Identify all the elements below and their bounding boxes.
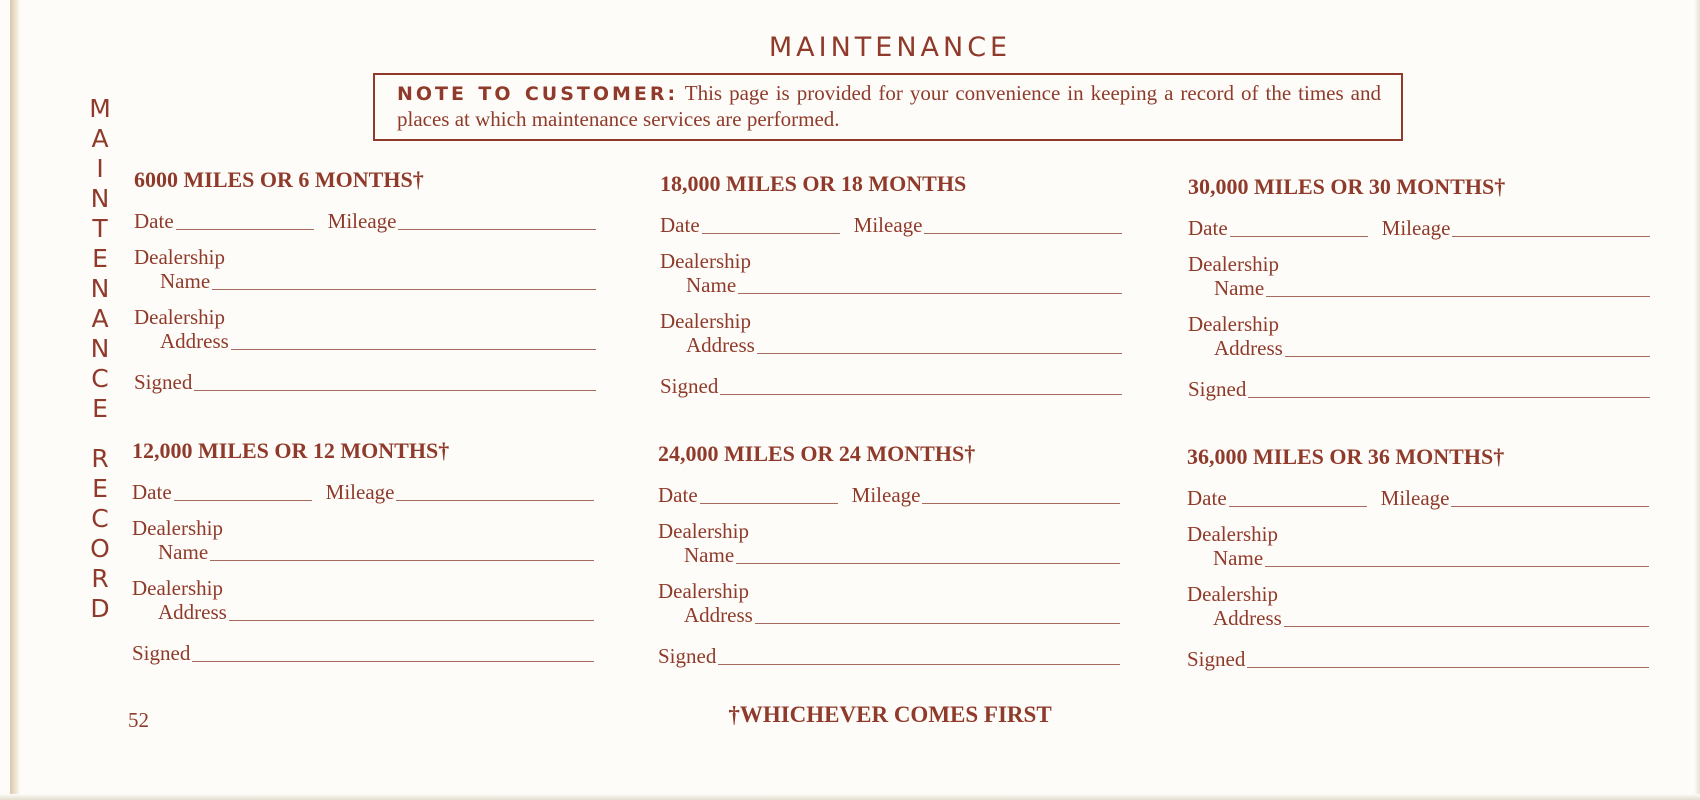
signed-label: Signed [660,374,719,398]
maintenance-section [660,171,1122,399]
dealership-address-field[interactable] [229,620,594,621]
date-mileage-row [1187,481,1649,511]
mileage-field[interactable] [1451,506,1649,507]
footnote: †WHICHEVER COMES FIRST [728,702,1052,727]
dealership-address-row [132,600,594,625]
dealership-label: Dealership [132,576,223,600]
maintenance-section [658,441,1120,669]
vertical-title-letter: E [92,244,108,273]
dealership-label: Dealership [1187,582,1278,606]
date-label: Date [1187,486,1227,510]
address-label: Address [158,600,227,624]
vertical-title-letter: N [90,184,110,213]
mileage-label: Mileage [853,213,923,237]
dealership-label: Dealership [134,245,225,269]
dealership-address-row [134,329,596,354]
date-field[interactable] [174,500,312,501]
vertical-title-letter: I [96,154,104,183]
date-label: Date [658,483,698,507]
dealership-address-block [658,580,1120,628]
section-title: 12,000 MILES OR 12 MONTHS† [132,438,450,463]
dealership-name-row [134,269,596,294]
vertical-title-letter: R [91,564,109,593]
section-title: 24,000 MILES OR 24 MONTHS† [658,441,976,466]
vertical-title-letter: N [90,274,110,303]
dealership-address-field[interactable] [231,349,596,350]
mileage-label: Mileage [851,483,921,507]
name-label: Name [160,269,211,293]
page-edge-bottom [0,794,1700,800]
dealership-address-block [660,310,1122,358]
signature-field[interactable] [1247,667,1649,668]
dealership-name-block [132,517,594,565]
signed-label: Signed [132,641,191,665]
note-lead: NOTE TO CUSTOMER: [397,83,679,105]
dealership-name-block [660,250,1122,298]
signature-field[interactable] [1248,397,1650,398]
dealership-address-block [1188,313,1650,361]
signed-label: Signed [134,370,193,394]
section-title: 36,000 MILES OR 36 MONTHS† [1187,444,1505,469]
dealership-label: Dealership [1187,522,1278,546]
signed-label: Signed [658,644,717,668]
dealership-name-row [132,540,594,565]
vertical-title-letter: T [92,214,108,243]
signature-field[interactable] [192,661,594,662]
date-mileage-row [1188,211,1650,241]
signature-field[interactable] [718,664,1120,665]
signature-field[interactable] [720,394,1122,395]
mileage-label: Mileage [1381,216,1451,240]
vertical-title-letter: E [92,474,108,503]
name-label: Name [1214,276,1265,300]
dealership-address-block [134,306,596,354]
date-label: Date [660,213,700,237]
mileage-field[interactable] [398,229,596,230]
maintenance-section [132,438,594,666]
signature-field[interactable] [194,390,596,391]
section-title: 18,000 MILES OR 18 MONTHS [660,171,967,196]
dealership-label: Dealership [1188,252,1279,276]
date-field[interactable] [702,233,840,234]
dealership-address-block [132,577,594,625]
date-label: Date [134,209,174,233]
mileage-label: Mileage [327,209,397,233]
vertical-title-letter: C [91,364,109,393]
dealership-address-row [660,333,1122,358]
vertical-title-letter: M [89,94,111,123]
address-label: Address [1214,336,1283,360]
dealership-address-field[interactable] [1285,356,1650,357]
date-field[interactable] [176,229,314,230]
mileage-field[interactable] [924,233,1122,234]
dealership-label: Dealership [132,516,223,540]
dealership-name-row [1188,276,1650,301]
mileage-label: Mileage [1380,486,1450,510]
signed-row [134,370,596,395]
date-label: Date [1188,216,1228,240]
section-title: 30,000 MILES OR 30 MONTHS† [1188,174,1506,199]
address-label: Address [684,603,753,627]
dealership-address-field[interactable] [1284,626,1649,627]
address-label: Address [1213,606,1282,630]
vertical-title-letter: N [90,334,110,363]
dealership-name-row [1187,546,1649,571]
name-label: Name [686,273,737,297]
dealership-address-block [1187,583,1649,631]
dealership-label: Dealership [660,249,751,273]
signed-row [658,644,1120,669]
date-field[interactable] [1229,506,1367,507]
page-edge-right [1694,0,1700,800]
dealership-address-row [1188,336,1650,361]
vertical-title-letter: R [91,444,109,473]
vertical-title-letter: D [90,594,110,623]
signed-row [1187,647,1649,672]
dealership-address-field[interactable] [757,353,1122,354]
address-label: Address [160,329,229,353]
dealership-address-row [1187,606,1649,631]
dealership-name-block [134,246,596,294]
dealership-label: Dealership [134,305,225,329]
mileage-field[interactable] [1452,236,1650,237]
maintenance-section [134,167,596,395]
mileage-field[interactable] [922,503,1120,504]
maintenance-section [1188,174,1650,402]
dealership-name-field[interactable] [210,560,594,561]
name-label: Name [684,543,735,567]
dealership-label: Dealership [658,519,749,543]
dealership-name-field[interactable] [1265,566,1649,567]
signed-row [132,641,594,666]
vertical-title-gap [85,424,115,444]
vertical-title-letter: A [91,124,109,153]
signed-label: Signed [1187,647,1246,671]
book-spine-shadow [10,0,20,800]
dealership-name-row [658,543,1120,568]
vertical-title-letter: E [92,394,108,423]
note-text: This page is provided for your convenience in keeping a record of the times and places at which maintenance services are performed. [397,81,1381,131]
date-field[interactable] [700,503,838,504]
dealership-address-row [658,603,1120,628]
maintenance-section [1187,444,1649,672]
dealership-label: Dealership [1188,312,1279,336]
date-field[interactable] [1230,236,1368,237]
signed-row [660,374,1122,399]
name-label: Name [1213,546,1264,570]
dealership-name-row [660,273,1122,298]
dealership-name-block [1187,523,1649,571]
vertical-maintenance-record-title [85,94,115,624]
dealership-name-field[interactable] [738,293,1122,294]
page-title: MAINTENANCE [768,32,1012,63]
dealership-name-field[interactable] [212,289,596,290]
dealership-name-block [1188,253,1650,301]
dealership-name-block [658,520,1120,568]
date-mileage-row [658,478,1120,508]
note-to-customer-box [373,73,1403,141]
dealership-name-field[interactable] [736,563,1120,564]
dealership-label: Dealership [660,309,751,333]
vertical-title-letter: O [90,534,110,563]
dealership-address-field[interactable] [755,623,1120,624]
dealership-label: Dealership [658,579,749,603]
signed-row [1188,377,1650,402]
date-mileage-row [134,204,596,234]
date-mileage-row [660,208,1122,238]
signed-label: Signed [1188,377,1247,401]
page-number: 52 [128,708,149,732]
vertical-title-letter: C [91,504,109,533]
date-label: Date [132,480,172,504]
vertical-title-letter: A [91,304,109,333]
name-label: Name [158,540,209,564]
dealership-name-field[interactable] [1266,296,1650,297]
mileage-field[interactable] [396,500,594,501]
address-label: Address [686,333,755,357]
mileage-label: Mileage [325,480,395,504]
section-title: 6000 MILES OR 6 MONTHS† [134,167,424,192]
date-mileage-row [132,475,594,505]
